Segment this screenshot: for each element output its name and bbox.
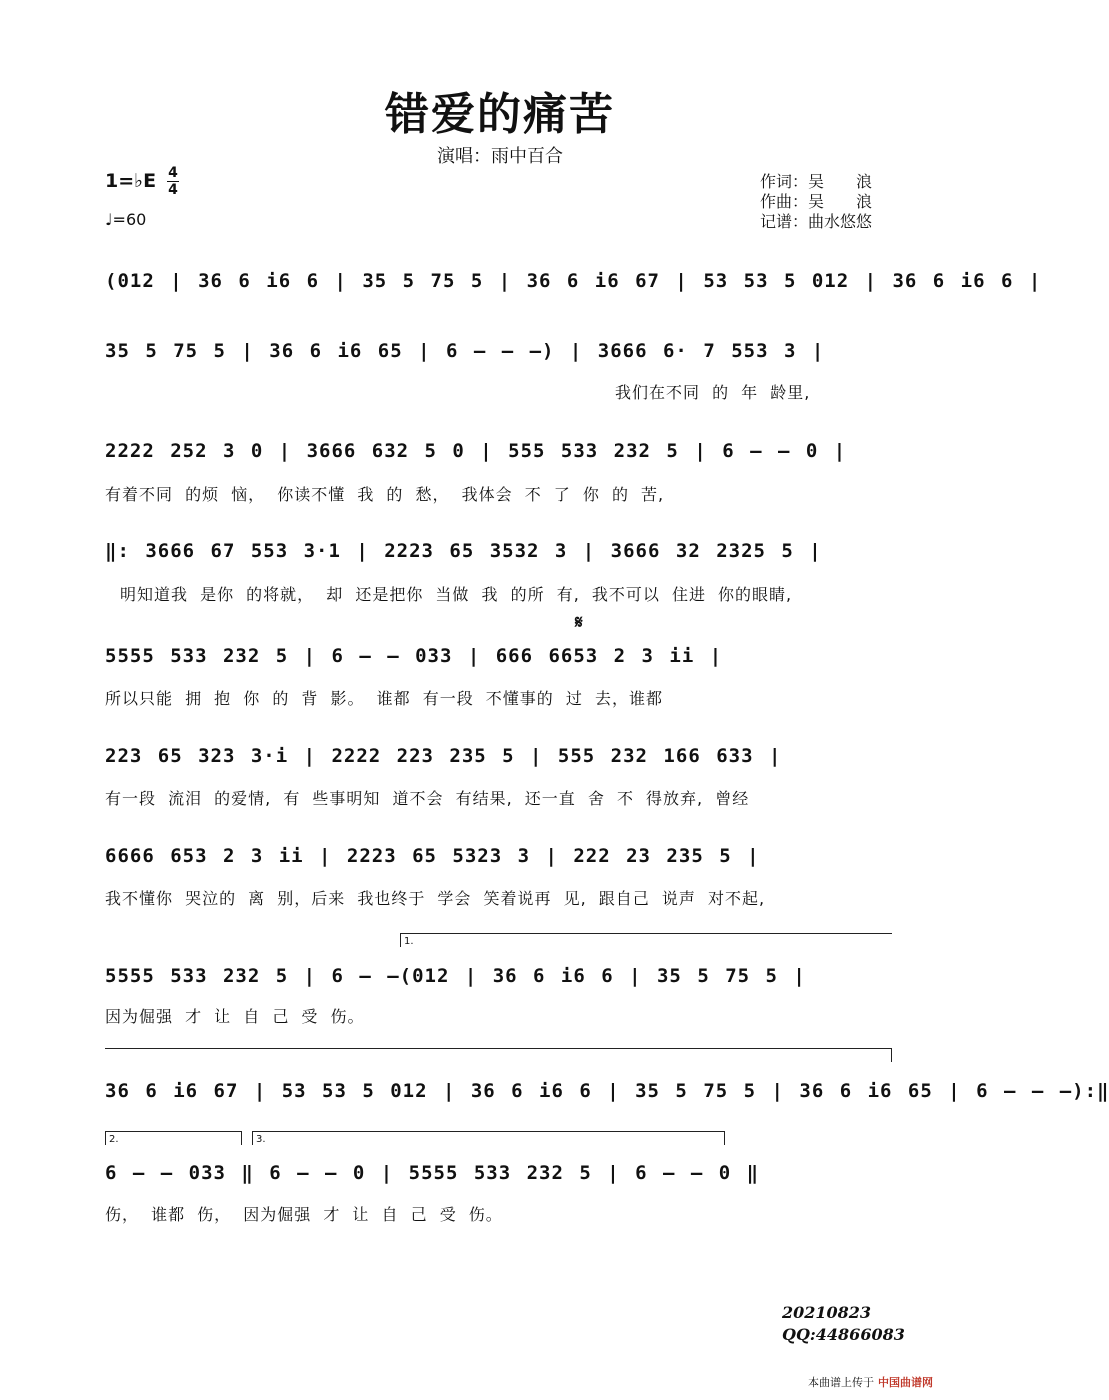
first-ending-number: 1. (404, 936, 414, 947)
page-title: 错爱的痛苦 (385, 89, 615, 140)
third-ending-number: 3. (256, 1134, 266, 1145)
singer-credit: 演唱：雨中百合 (437, 146, 563, 167)
score-line-8-notes: 5555 533 232 5 | 6 – –(012 | 36 6 i6 6 | 35 5 75 5 | (105, 965, 806, 987)
score-line-8-lyrics: 因为倔强 才 让 自 己 受 伤。 (105, 1007, 365, 1026)
score-line-9-notes: 36 6 i6 67 | 53 53 5 012 | 36 6 i6 6 | 35 5 75 5 | 36 6 i6 65 | 6 – – –):‖ (105, 1080, 1109, 1102)
first-ending-bracket (400, 933, 892, 934)
first-ending-tick (400, 933, 401, 947)
score-line-10-lyrics: 伤， 谁都 伤， 因为倔强 才 让 自 己 受 伤。 (105, 1205, 503, 1224)
third-ending-end-tick (724, 1131, 725, 1145)
time-signature-top: 4 (168, 165, 178, 181)
score-line-3-notes: 2222 252 3 0 | 3666 632 5 0 | 555 533 232 5 | 6 – – 0 | (105, 440, 847, 462)
transcription-date: 20210823 (782, 1303, 872, 1322)
third-ending-bracket (252, 1131, 725, 1132)
credits-block (760, 172, 872, 232)
score-line-7-lyrics: 我不懂你 哭泣的 离 别，后来 我也终于 学会 笑着说再 见, 跟自己 说声 对不起, (105, 889, 766, 908)
score-line-6-notes: 223 65 323 3·i | 2222 223 235 5 | 555 232 166 633 | (105, 745, 782, 767)
score-line-5-lyrics: 所以只能 拥 抱 你 的 背 影。 谁都 有一段 不懂事的 过 去，谁都 (105, 689, 663, 708)
second-ending-end-tick (241, 1131, 242, 1145)
first-ending-bracket-continued (105, 1048, 892, 1049)
second-ending-tick (105, 1131, 106, 1145)
score-line-10-notes: 6 – – 033 ‖ 6 – – 0 | 5555 533 232 5 | 6 – – 0 ‖ (105, 1162, 760, 1184)
score-line-4-notes: ‖: 3666 67 553 3·1 | 2223 65 3532 3 | 3666 32 2325 5 | (105, 540, 822, 562)
score-line-6-lyrics: 有一段 流泪 的爱情, 有 些事明知 道不会 有结果, 还一直 舍 不 得放弃, 曾经 (105, 789, 750, 808)
composer-credit: 作曲：吴 浪 (760, 192, 873, 211)
second-ending-bracket (105, 1131, 242, 1132)
score-line-4-lyrics: 明知道我 是你 的将就， 却 还是把你 当做 我 的所 有, 我不可以 住进 你的眼睛, (120, 585, 793, 604)
time-signature-bottom: 4 (168, 182, 178, 198)
transcriber-qq: QQ:44866083 (782, 1325, 905, 1344)
score-line-5-notes: 5555 533 232 5 | 6 – – 033 | 666 6653 2 3 ii | (105, 645, 723, 667)
third-ending-tick (252, 1131, 253, 1145)
segno-sign: 𝄋 (575, 612, 583, 633)
first-ending-end-tick (891, 1048, 892, 1062)
key-signature: 1=♭E (105, 170, 157, 192)
upload-text: 本曲谱上传于 (808, 1376, 874, 1389)
site-brand-link[interactable]: 中国曲谱网 (878, 1376, 933, 1389)
score-line-2-lyrics: 我们在不同 的 年 龄里, (615, 383, 811, 402)
score-line-3-lyrics: 有着不同 的烦 恼， 你读不懂 我 的 愁， 我体会 不 了 你 的 苦, (105, 485, 665, 504)
second-ending-number: 2. (109, 1134, 119, 1145)
transcriber-credit: 记谱：曲水悠悠 (760, 212, 873, 231)
time-signature (167, 166, 179, 197)
score-line-2-notes: 35 5 75 5 | 36 6 i6 65 | 6 – – –) | 3666 6· 7 553 3 | (105, 340, 825, 362)
transcription-info (782, 1302, 905, 1346)
tempo-marking: ♩=60 (105, 210, 147, 229)
lyricist-credit: 作词：吴 浪 (760, 172, 873, 191)
score-line-1-notes: (012 | 36 6 i6 6 | 35 5 75 5 | 36 6 i6 67 | 53 53 5 012 | 36 6 i6 6 | (105, 270, 1042, 292)
score-line-7-notes: 6666 653 2 3 ii | 2223 65 5323 3 | 222 23 235 5 | (105, 845, 760, 867)
upload-source (808, 1374, 933, 1390)
